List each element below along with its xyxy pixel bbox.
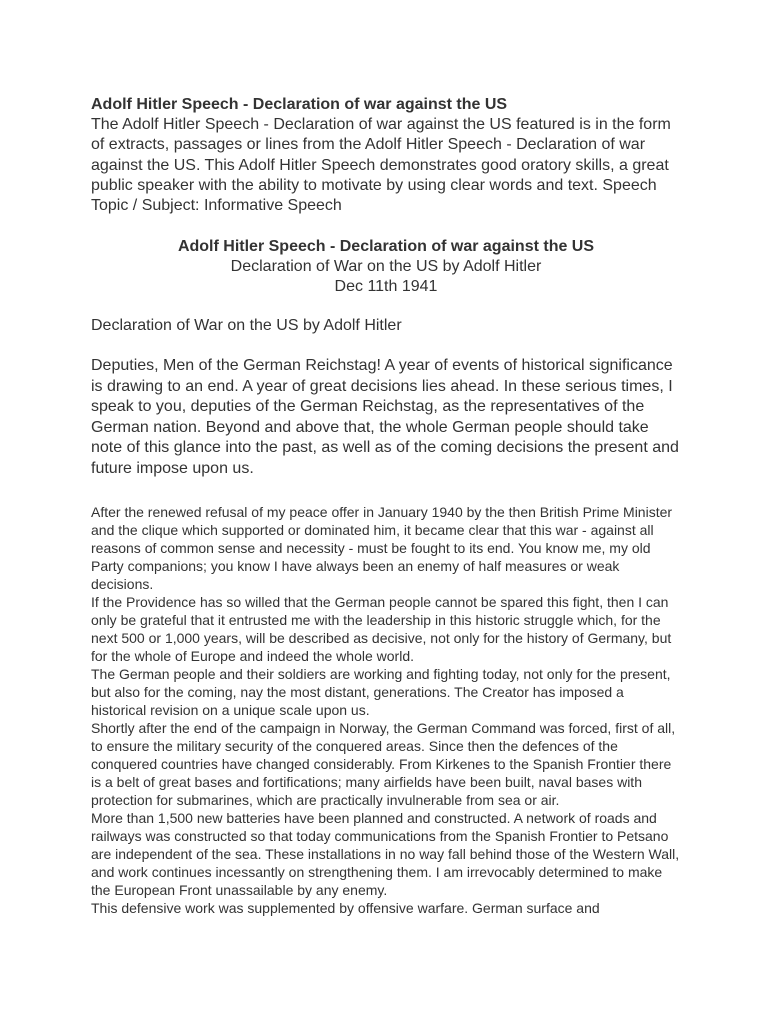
speech-paragraph: More than 1,500 new batteries have been planned and constructed. A network of roads and railways was constructed so that today communications from the Spanish Frontier to Petsano are independent of the sea. These installations in no way fall behind those of the Western Wall, and work continues incessantly on strengthening them. I am irrevocably determined to make the European Front unassailable by any enemy.	[91, 810, 680, 899]
speech-title: Adolf Hitler Speech - Declaration of war against the US	[177, 238, 595, 256]
speech-paragraph: If the Providence has so willed that the German people cannot be spared this fight, then I can only be grateful that it entrusted me with the leadership in this historic struggle which, for the next 500 or 1,000 years, will be described as decisive, not only for the history of Germany, but for the whole of Europe and indeed the whole world.	[91, 594, 672, 665]
document-title: Adolf Hitler Speech - Declaration of war against the US	[91, 96, 508, 113]
speech-header	[91, 237, 681, 297]
document-column	[91, 95, 681, 917]
speech-paragraph: Shortly after the end of the campaign in Norway, the German Command was forced, first of all, to ensure the military security of the conquered areas. Since then the defences of the conquered countries have changed considerably. From Kirkenes to the Spanish Frontier there is a belt of great bases and fortifications; many airfields have been built, naval bases with protection for submarines, which are practically invulnerable from sea or air.	[91, 720, 676, 809]
speech-paragraph: After the renewed refusal of my peace offer in January 1940 by the then British Prime Minister and the clique which supported or dominated him, it became clear that this war - against all reasons of common sense and necessity - must be fought to its end. You know me, my old Party companions; you know I have always been an enemy of half measures or weak decisions.	[91, 504, 673, 593]
speech-paragraph: This defensive work was supplemented by offensive warfare. German surface and	[91, 900, 600, 917]
speech-paragraph: The German people and their soldiers are working and fighting today, not only for the present, but also for the coming, nay the most distant, generations. The Creator has imposed a historical revision on a unique scale upon us.	[91, 666, 671, 719]
speech-body	[91, 503, 681, 917]
speech-subtitle: Declaration of War on the US by Adolf Hitler	[230, 258, 542, 276]
speech-date: Dec 11th 1941	[334, 278, 438, 296]
document-description: The Adolf Hitler Speech - Declaration of war against the US featured is in the form of extracts, passages or lines from the Adolf Hitler Speech - Declaration of war against the US. This Adolf Hitler Speech demonstrates good oratory skills, a great public speaker with the ability to motivate by using clear words and text. Speech Topic / Subject: Informative Speech	[91, 116, 671, 215]
speech-heading: Declaration of War on the US by Adolf Hitler	[91, 317, 402, 335]
speech-intro: Deputies, Men of the German Reichstag! A year of events of historical significance is drawing to an end. A year of great decisions lies ahead. In these serious times, I speak to you, deputies of the German Reichstag, as the representatives of the German nation. Beyond and above that, the whole German people should take note of this glance into the past, as well as of the coming decisions the present and future impose upon us.	[91, 357, 679, 477]
